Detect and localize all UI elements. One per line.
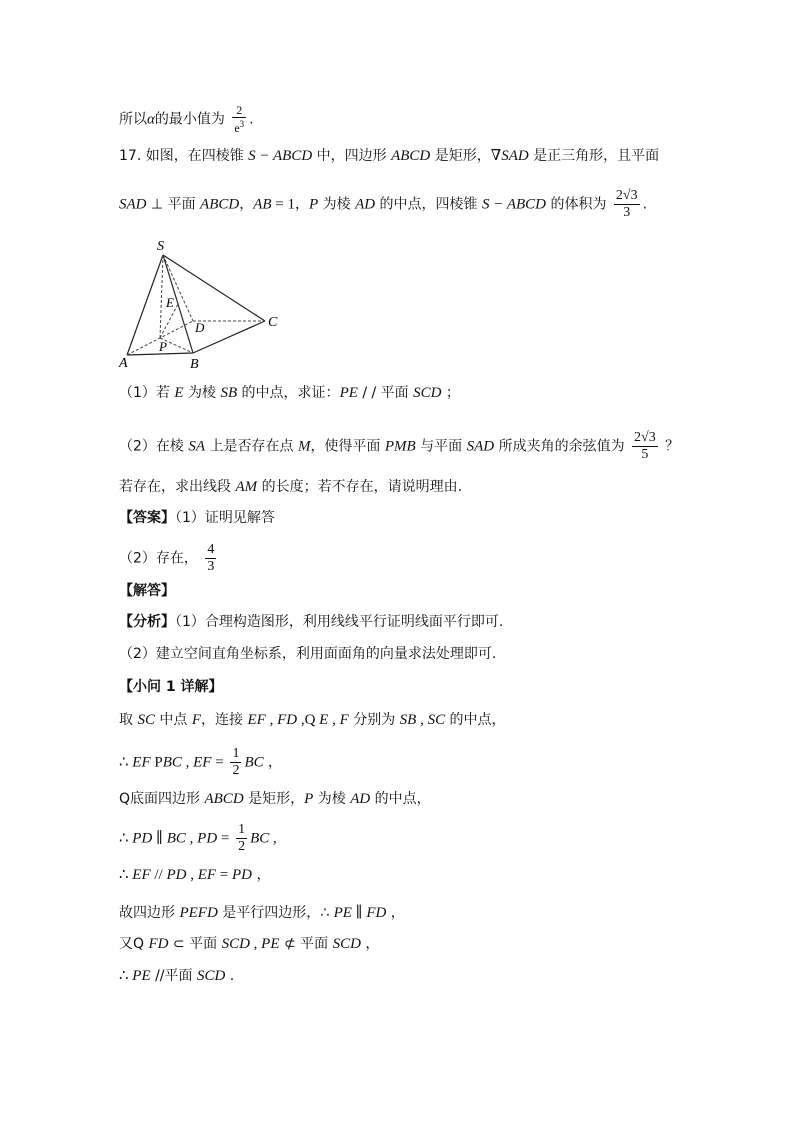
label-P: P [159,339,167,354]
step-7: 又Q FD ⊂ 平面 SCD , PE ⊄ 平面 SCD ， [119,936,380,952]
fraction: $\frac{2}{e^3}$ [234,103,245,135]
question-2: （2）在棱 SA 上是否存在点 M，使得平面 PMB 与平面 SAD 所成夹角的余弦值为 $\frac{2√3}{5}$ ？ [119,430,680,462]
label-A: A [119,356,128,371]
edge-SA [127,255,163,355]
question-1: （1）若 E 为棱 SB 的中点，求证：PE / / 平面 SCD ； [119,385,460,401]
label-E: E [166,295,174,310]
solution-heading: 【解答】 [119,583,175,599]
line-min-value: 所以α的最小值为 $\frac{2}{e^3}$ . [119,103,254,135]
problem-17-stem-cont: SAD ⊥ 平面 ABCD，AB = 1，P 为棱 AD 的中点，四棱锥 S − ABCD 的体积为 $\frac{2√3}{3}$ . [119,188,648,220]
step-4: ∴ PD ∥ BC , PD = $\frac{1}{2}$ BC , [119,822,277,854]
label-C: C [268,315,278,330]
question-2-cont: 若存在，求出线段 AM 的长度；若不存在，请说明理由. [119,479,463,495]
step-1: 取 SC 中点 F，连接 EF , FD ,Q E , F 分别为 SB , SC 的中点， [119,712,506,728]
answer-2: （2）存在， $\frac{4}{3}$ [119,542,215,574]
step-6: 故四边形 PEFD 是平行四边形，∴ PE ∥ FD ， [119,905,405,921]
pyramid-figure [115,235,290,375]
step-3: Q底面四边形 ABCD 是矩形，P 为棱 AD 的中点， [119,791,431,807]
cosine-fraction: $\frac{2√3}{5}$ [634,430,656,462]
segment-SP [160,255,163,338]
half-fraction: $\frac{1}{2}$ [232,746,240,778]
analysis-2: （2）建立空间直角坐标系，利用面面角的向量求法处理即可. [119,646,497,662]
step-8: ∴ PE //平面 SCD . [119,968,235,984]
step-5: ∴ EF // PD , EF = PD ， [119,867,271,883]
analysis-1: 【分析】（1）合理构造图形，利用线线平行证明线面平行即可. [119,614,504,630]
answer-1: 【答案】（1）证明见解答 [119,510,275,526]
half-fraction: $\frac{1}{2}$ [238,822,246,854]
problem-17-stem: 17. 如图，在四棱锥 S − ABCD 中，四边形 ABCD 是矩形，∇SAD 是正三角形，且平面 [119,148,660,164]
label-B: B [190,357,199,372]
answer-fraction: $\frac{4}{3}$ [207,542,215,574]
step-2: ∴ EF PBC , EF = $\frac{1}{2}$ BC ， [119,746,283,778]
sub-question-heading: 【小问 1 详解】 [119,679,223,695]
volume-fraction: $\frac{2√3}{3}$ [615,188,638,220]
label-S: S [157,239,164,254]
label-D: D [195,320,205,335]
